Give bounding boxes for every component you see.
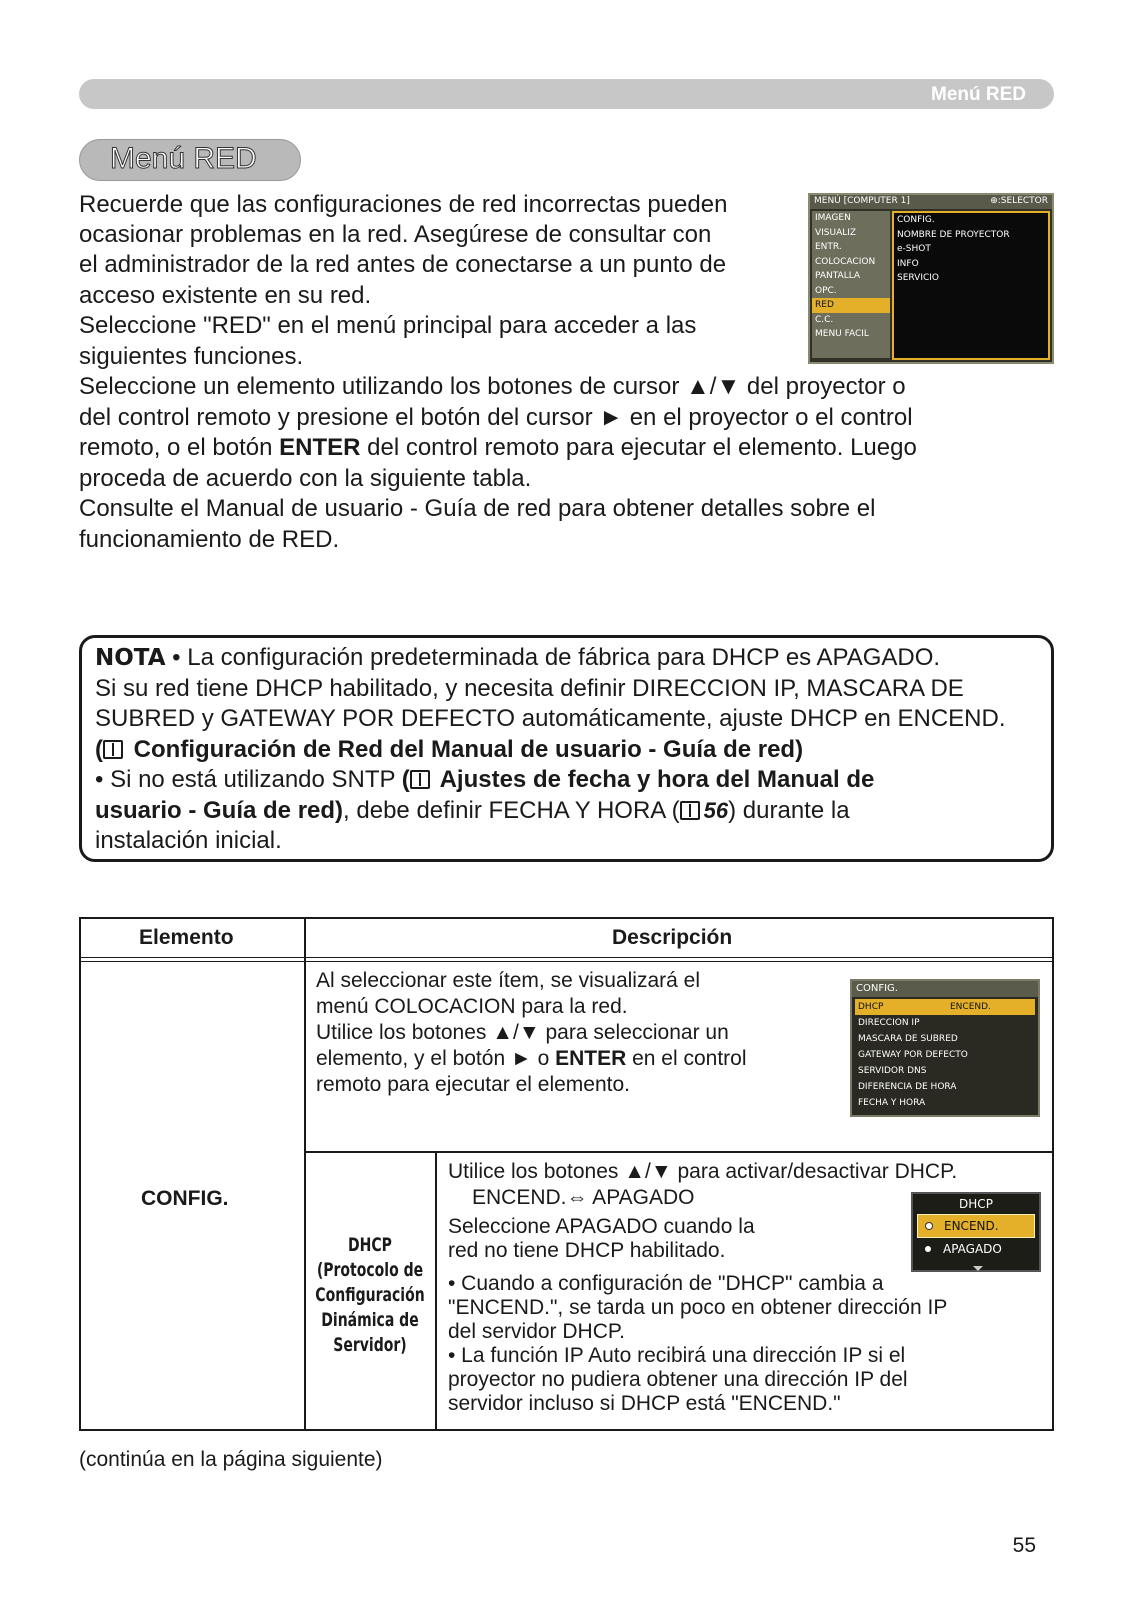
sub-item-line: Servidor) — [333, 1334, 407, 1356]
config-menu-title: CONFIG. — [852, 981, 1038, 997]
intro-line: proceda de acuerdo con la siguiente tabla. — [79, 465, 532, 492]
intro-line: Seleccione un elemento utilizando los botones de cursor ▲/▼ del proyector o — [79, 373, 906, 400]
book-icon — [103, 740, 123, 759]
config-menu-item — [855, 1095, 1035, 1111]
submenu-item: INFO — [897, 258, 919, 269]
menu-header-selector: ⊕:SELECTOR — [990, 196, 1048, 206]
dhcp-title: DHCP — [959, 1197, 993, 1211]
book-icon — [410, 770, 430, 789]
table-header-rule — [79, 961, 1054, 962]
dhcp-description-line: • Cuando a configuración de "DHCP" cambia a — [448, 1272, 884, 1295]
column-header-description: Descripción — [612, 926, 733, 949]
radio-icon — [925, 1246, 931, 1252]
dhcp-description-line: red no tiene DHCP habilitado. — [448, 1239, 726, 1262]
dhcp-option-label: APAGADO — [943, 1242, 1002, 1256]
config-menu-item-label: FECHA Y HORA — [858, 1098, 926, 1108]
continued-note: (continúa en la página siguiente) — [79, 1448, 383, 1471]
config-menu-item-value: ENCEND. — [950, 1002, 991, 1012]
config-menu-item-label: MASCARA DE SUBRED — [858, 1034, 958, 1044]
menu-item: ENTR. — [815, 242, 842, 252]
note-label: NOTA — [95, 645, 166, 671]
intro-line — [79, 433, 917, 464]
note-line: Si su red tiene DHCP habilitado, y necesita definir DIRECCION IP, MASCARA DE — [95, 675, 964, 702]
item-config: CONFIG. — [141, 1187, 229, 1210]
note-line — [95, 643, 940, 674]
dhcp-option-label: ENCEND. — [944, 1219, 999, 1233]
sub-item-line: DHCP — [348, 1234, 392, 1256]
submenu-item: CONFIG. — [897, 215, 935, 225]
note-text: ) durante la — [728, 797, 850, 824]
sub-item-line: Dinámica de — [321, 1309, 419, 1331]
description-text: en el control — [626, 1047, 747, 1070]
note-paren: ( — [95, 736, 103, 763]
description-line: remoto para ejecutar el elemento. — [316, 1073, 631, 1096]
note-line — [95, 796, 850, 827]
note-line: instalación inicial. — [95, 827, 282, 854]
menu-header-title: MENÚ [COMPUTER 1] — [814, 196, 910, 206]
dhcp-sub-item — [311, 1233, 429, 1358]
section-title-pill — [79, 139, 301, 181]
sub-item-line: (Protocolo de — [316, 1259, 424, 1281]
dhcp-option-on — [917, 1214, 1035, 1238]
note-line: SUBRED y GATEWAY POR DEFECTO automáticamente, ajuste DHCP en ENCEND. — [95, 705, 1006, 732]
description-line: Al seleccionar este ítem, se visualizará el — [316, 969, 700, 992]
table-border — [1052, 917, 1054, 1431]
note-line — [95, 765, 874, 796]
note-text: , debe definir FECHA Y HORA ( — [343, 797, 680, 824]
config-menu-item-label: DIFERENCIA DE HORA — [858, 1082, 957, 1092]
menu-item: COLOCACION — [815, 256, 876, 267]
dhcp-description-line: proyector no pudiera obtener una dirección IP del — [448, 1368, 908, 1391]
submenu-item: NOMBRE DE PROYECTOR — [897, 229, 1010, 240]
intro-line: funcionamiento de RED. — [79, 526, 340, 553]
intro-line: siguientes funciones. — [79, 343, 304, 370]
dhcp-screenshot — [911, 1192, 1041, 1272]
description-line: menú COLOCACION para la red. — [316, 995, 628, 1018]
menu-item: VISUALIZ — [815, 227, 857, 238]
intro-line: del control remoto y presione el botón del cursor ► en el proyector o el control — [79, 404, 913, 431]
description-line — [316, 1046, 747, 1072]
config-menu-item-label: DHCP — [858, 1002, 884, 1012]
config-menu-item-label: GATEWAY POR DEFECTO — [858, 1050, 968, 1060]
table-border — [79, 1429, 1054, 1431]
column-divider — [304, 917, 306, 1431]
dhcp-description-line: • La función IP Auto recibirá una dirección IP si el — [448, 1344, 906, 1367]
config-menu-list — [855, 999, 1035, 1111]
header-section-label: Menú RED — [931, 84, 1026, 105]
config-menu-item-label: SERVIDOR DNS — [858, 1066, 927, 1076]
dhcp-description-line: del servidor DHCP. — [448, 1320, 626, 1343]
menu-item: IMAGEN — [815, 213, 851, 223]
table-header-rule — [79, 957, 1054, 958]
menu-item: OPC. — [815, 285, 837, 296]
menu-right-list — [892, 211, 1050, 360]
note-line — [95, 735, 803, 766]
manual-reference: usuario - Guía de red) — [95, 797, 344, 824]
submenu-item: e-SHOT — [897, 244, 931, 254]
note-box — [79, 635, 1054, 862]
menu-item: C.C. — [815, 314, 834, 325]
dhcp-description-line: "ENCEND.", se tarda un poco en obtener dirección IP — [448, 1296, 948, 1319]
section-title: Menú RED — [110, 142, 257, 175]
radio-selected-icon — [926, 1223, 932, 1229]
manual-reference: Ajustes de fecha y hora del Manual de — [433, 766, 875, 793]
dhcp-description-line: ENCEND.⇔ APAGADO — [472, 1186, 695, 1209]
dhcp-description-line: servidor incluso si DHCP está "ENCEND." — [448, 1392, 841, 1415]
menu-item: MENU FACIL — [815, 329, 869, 339]
row-divider — [304, 1151, 1054, 1153]
dhcp-description-line: Utilice los botones ▲/▼ para activar/desactivar DHCP. — [448, 1160, 958, 1183]
config-menu-item — [855, 1047, 1035, 1063]
dhcp-option-off — [917, 1238, 1035, 1260]
scroll-down-icon — [973, 1266, 983, 1271]
submenu-item: SERVICIO — [897, 273, 939, 283]
note-text: • La configuración predeterminada de fábrica para DHCP es APAGADO. — [165, 644, 941, 671]
intro-line: acceso existente en su red. — [79, 282, 372, 309]
column-header-element: Elemento — [139, 926, 234, 949]
main-menu-screenshot — [808, 193, 1054, 364]
note-paren: ( — [401, 766, 410, 793]
table-border — [79, 917, 1054, 919]
book-icon — [680, 801, 700, 820]
sub-item-line: Configuración — [315, 1284, 425, 1306]
intro-line: Seleccione "RED" en el menú principal para acceder a las — [79, 312, 697, 339]
manual-reference: Configuración de Red del Manual de usuario - Guía de red) — [127, 736, 804, 763]
config-menu-item — [855, 1063, 1035, 1079]
intro-line: el administrador de la red antes de conectarse a un punto de — [79, 251, 727, 278]
config-menu-item — [855, 1079, 1035, 1095]
intro-text: del control remoto para ejecutar el elemento. Luego — [360, 434, 917, 461]
header-bar — [79, 79, 1054, 109]
description-text: elemento, y el botón ► o — [316, 1047, 556, 1070]
config-menu-item — [855, 1031, 1035, 1047]
sub-column-divider — [435, 1151, 437, 1431]
intro-text: remoto, o el botón — [79, 434, 280, 461]
config-menu-item — [855, 1015, 1035, 1031]
menu-left-list — [812, 211, 890, 358]
enter-keyword: ENTER — [555, 1047, 627, 1070]
description-line: Utilice los botones ▲/▼ para seleccionar un — [316, 1021, 729, 1044]
menu-item: RED — [812, 298, 890, 313]
intro-line: ocasionar problemas en la red. Asegúrese de consultar con — [79, 221, 712, 248]
intro-line: Consulte el Manual de usuario - Guía de red para obtener detalles sobre el — [79, 495, 876, 522]
config-menu-item-label: DIRECCION IP — [858, 1018, 920, 1028]
config-menu-screenshot — [850, 979, 1040, 1117]
page-number: 55 — [1012, 1534, 1036, 1557]
note-text: • Si no está utilizando SNTP — [95, 766, 402, 793]
config-menu-item — [855, 999, 1035, 1015]
enter-keyword: ENTER — [279, 434, 361, 461]
dhcp-description-line: Seleccione APAGADO cuando la — [448, 1215, 755, 1238]
intro-line: Recuerde que las configuraciones de red incorrectas pueden — [79, 191, 728, 218]
table-border — [79, 917, 81, 1431]
page-reference: 56 — [703, 798, 729, 823]
menu-header — [810, 195, 1052, 209]
menu-item: PANTALLA — [815, 271, 861, 281]
